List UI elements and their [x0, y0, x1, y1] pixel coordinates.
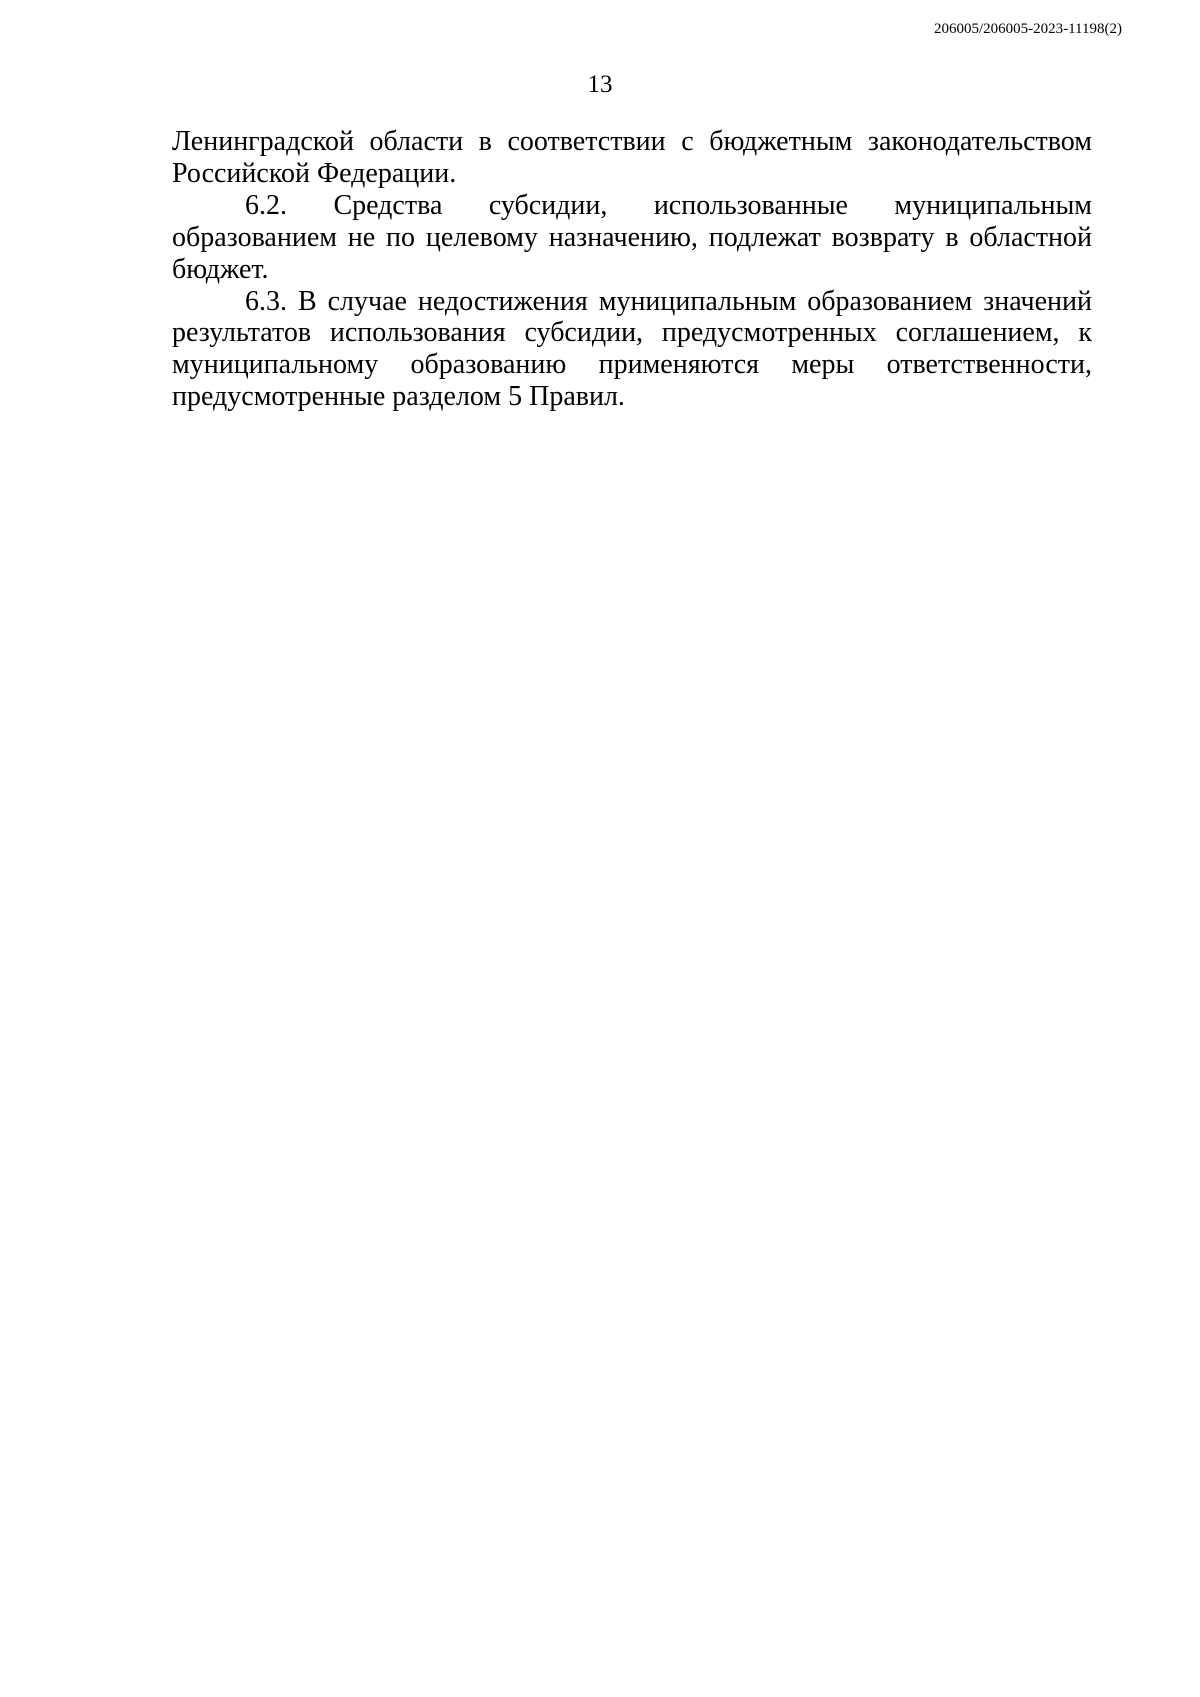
paragraph-6-2: 6.2. Средства субсидии, использованные муниципальным образованием не по целевому назначению, подлежат возврату в областной бюджет. — [172, 189, 1092, 285]
document-body — [172, 126, 1092, 413]
paragraph-6-3: 6.3. В случае недостижения муниципальным образованием значений результатов использования субсидии, предусмотренных соглашением, к муниципальному образованию применяются меры ответственности, предусмотренные разделом 5 Правил. — [172, 285, 1092, 413]
page-number: 13 — [587, 71, 613, 98]
document-registration-number: 206005/206005-2023-11198(2) — [933, 21, 1122, 37]
paragraph-continuation: Ленинградской области в соответствии с бюджетным законодательством Российской Федерации. — [172, 126, 1092, 189]
